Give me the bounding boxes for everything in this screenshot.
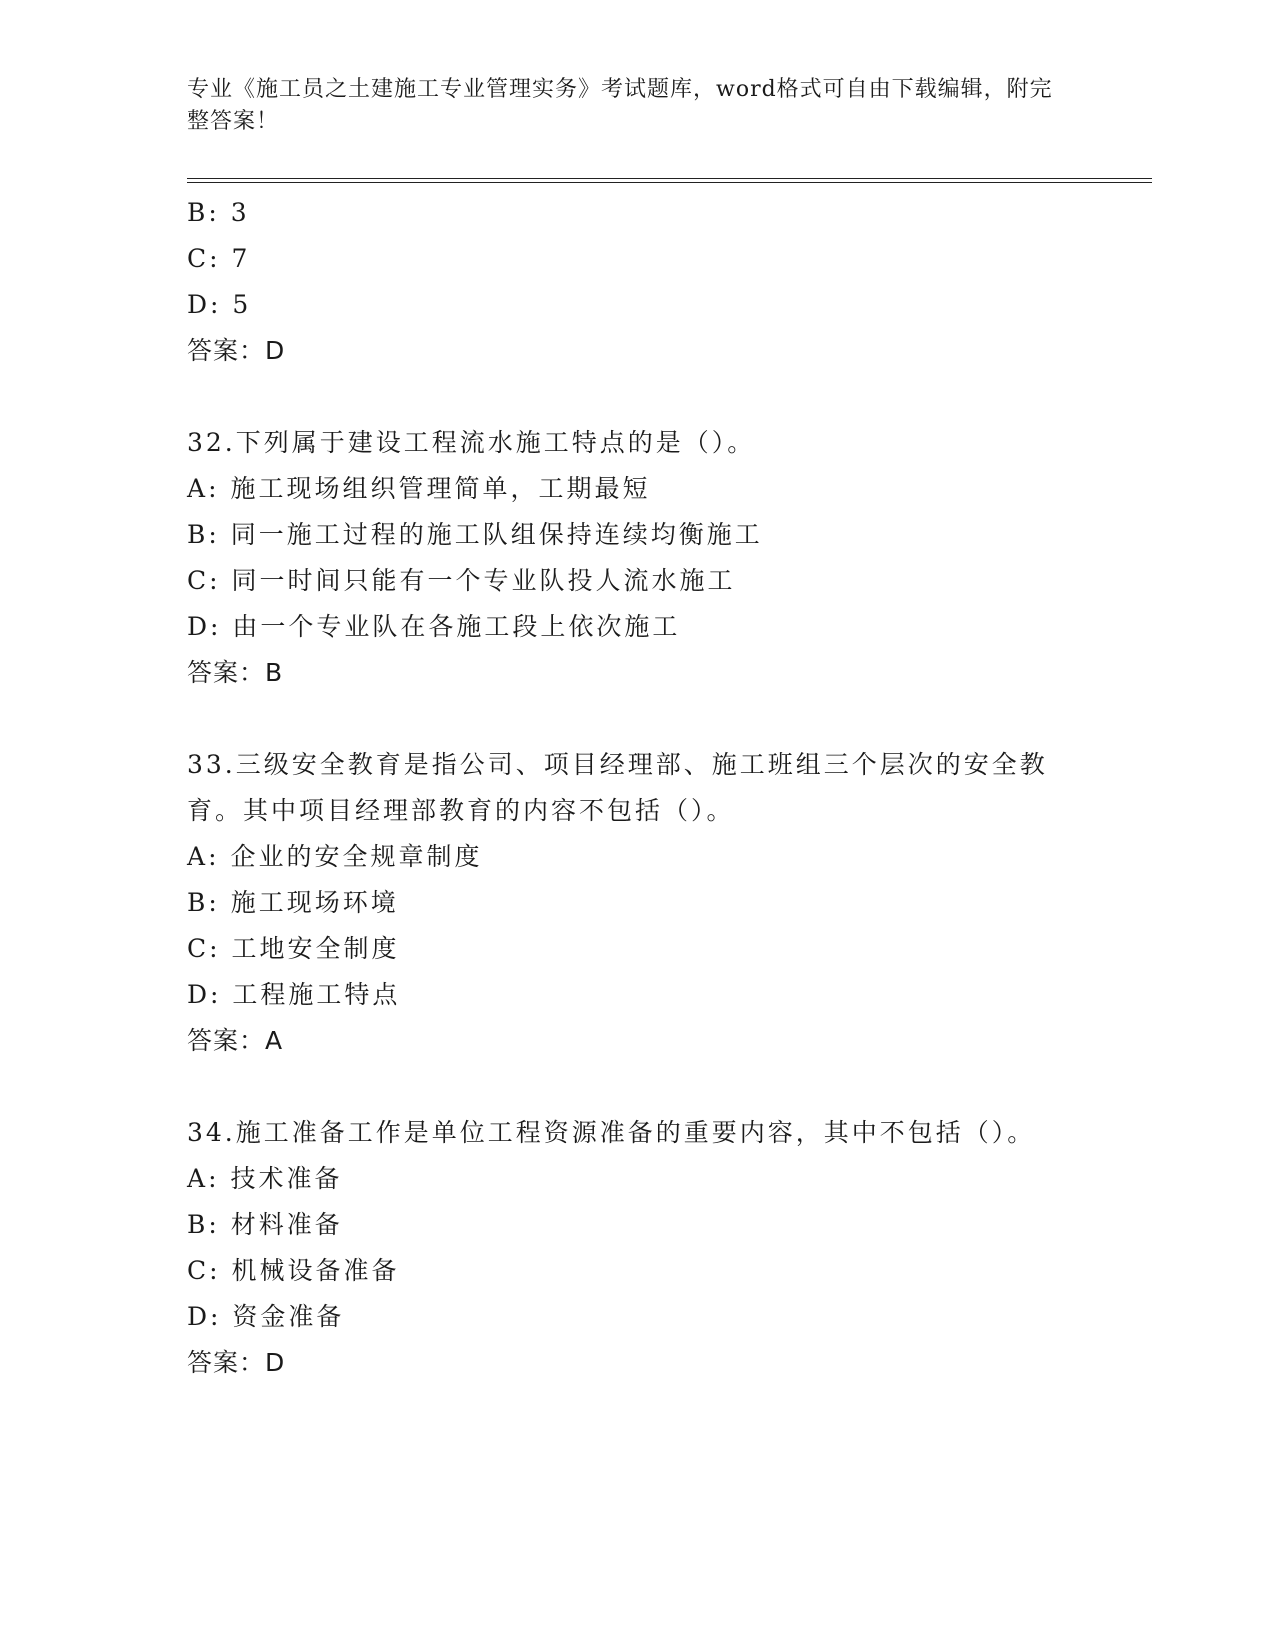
option-b: B: 施工现场环境 [187,888,399,917]
question-32 [187,420,1152,696]
option-d: D: 5 [187,290,252,319]
page-header: 专业《施工员之土建施工专业管理实务》考试题库，word格式可自由下载编辑，附完整答案！ [187,77,1053,134]
answer-line: 答案：D [187,336,286,365]
option-b: B: 材料准备 [187,1210,343,1239]
option-b: B: 3 [187,198,250,227]
option-a: A: 企业的安全规章制度 [187,842,483,871]
option-d: D: 由一个专业队在各施工段上依次施工 [187,612,681,641]
question-31-continued [187,190,1152,374]
option-c: C: 7 [187,244,251,273]
answer-line: 答案：D [187,1348,286,1377]
option-b: B: 同一施工过程的施工队组保持连续均衡施工 [187,520,763,549]
question-stem: 32.下列属于建设工程流水施工特点的是（）。 [187,428,756,457]
question-list [187,190,1152,1386]
option-d: D: 工程施工特点 [187,980,401,1009]
option-a: A: 施工现场组织管理简单，工期最短 [187,474,651,503]
answer-line: 答案：B [187,658,284,687]
question-stem: 34.施工准备工作是单位工程资源准备的重要内容，其中不包括（）。 [187,1118,1036,1147]
option-a: A: 技术准备 [187,1164,343,1193]
question-stem-line-1: 33.三级安全教育是指公司、项目经理部、施工班组三个层次的安全教 [187,750,1048,779]
question-34 [187,1110,1152,1386]
question-33 [187,742,1152,1064]
header-divider [187,178,1152,183]
option-c: C: 机械设备准备 [187,1256,400,1285]
option-c: C: 工地安全制度 [187,934,400,963]
question-stem-line-2: 育。其中项目经理部教育的内容不包括（）。 [187,796,735,825]
option-d: D: 资金准备 [187,1302,345,1331]
answer-line: 答案：A [187,1026,284,1055]
option-c: C: 同一时间只能有一个专业队投人流水施工 [187,566,736,595]
